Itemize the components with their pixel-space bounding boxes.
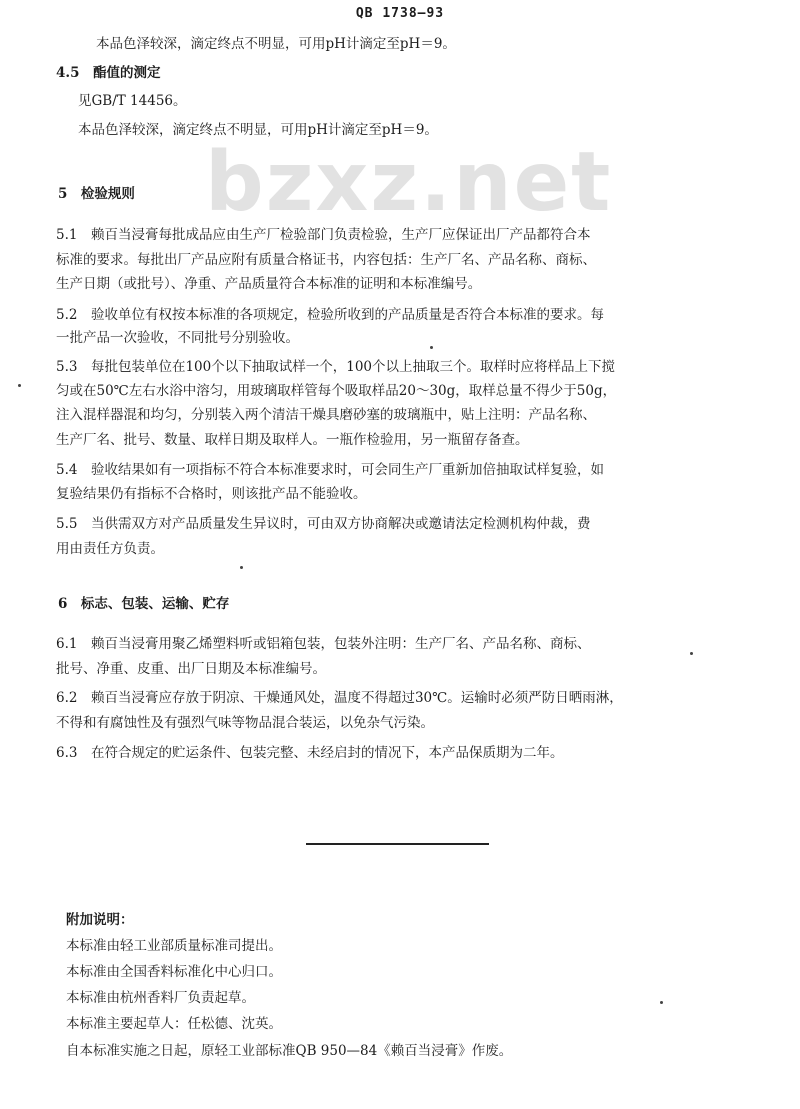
- body-line: 用由责任方负责。: [56, 541, 164, 557]
- body-line: 本品色泽较深，滴定终点不明显，可用pH计滴定至pH＝9。: [78, 122, 438, 138]
- page-header: QB 1738—93: [355, 6, 445, 21]
- clause-5-2: 5.2 验收单位有权按本标准的各项规定，检验所收到的产品质量是否符合本标准的要求。每: [56, 307, 604, 323]
- clause-6-1: 6.1 赖百当浸膏用聚乙烯塑料听或铝箱包装，包装外注明：生产厂名、产品名称、商标、: [56, 636, 591, 652]
- note-line: 本标准主要起草人：任松德、沈英。: [66, 1016, 282, 1032]
- section-heading-6: 6 标志、包装、运输、贮存: [58, 596, 230, 612]
- note-line: 自本标准实施之日起，原轻工业部标准QB 950—84《赖百当浸膏》作废。: [66, 1043, 513, 1059]
- body-line: 一批产品一次验收，不同批号分别验收。: [56, 330, 299, 346]
- body-line: 不得和有腐蚀性及有强烈气味等物品混合装运，以免杂气污染。: [56, 715, 434, 731]
- note-line: 本标准由杭州香料厂负责起草。: [66, 990, 255, 1006]
- clause-5-4: 5.4 验收结果如有一项指标不符合本标准要求时，可会同生产厂重新加倍抽取试样复验，如: [56, 462, 604, 478]
- end-rule: [306, 843, 489, 845]
- scan-speck: [690, 652, 693, 655]
- body-line: 见GB/T 14456。: [78, 93, 187, 109]
- clause-6-2: 6.2 赖百当浸膏应存放于阴凉、干燥通风处，温度不得超过30℃。运输时必须严防日晒雨淋，: [56, 690, 623, 706]
- body-line: 生产日期（或批号）、净重、产品质量符合本标准的证明和本标准编号。: [56, 276, 482, 292]
- body-line: 注入混样器混和均匀，分别装入两个清洁干燥具磨砂塞的玻璃瓶中，贴上注明：产品名称、: [56, 407, 596, 423]
- note-line: 本标准由轻工业部质量标准司提出。: [66, 938, 282, 954]
- section-heading-5: 5 检验规则: [58, 186, 135, 202]
- body-line: 生产厂名、批号、数量、取样日期及取样人。一瓶作检验用，另一瓶留存备查。: [56, 432, 529, 448]
- clause-5-3: 5.3 每批包装单位在100个以下抽取试样一个，100个以上抽取三个。取样时应将样品上下搅: [56, 359, 616, 375]
- section-heading-4-5: 4.5 酯值的测定: [56, 65, 161, 81]
- notes-title: 附加说明：: [66, 912, 134, 928]
- scan-speck: [430, 346, 433, 349]
- note-line: 本标准由全国香料标准化中心归口。: [66, 964, 282, 980]
- scan-speck: [18, 384, 21, 387]
- scan-speck: [660, 1001, 663, 1004]
- clause-6-3: 6.3 在符合规定的贮运条件、包装完整、未经启封的情况下，本产品保质期为二年。: [56, 745, 564, 761]
- body-line: 匀或在50℃左右水浴中溶匀，用玻璃取样管每个吸取样品20～30g，取样总量不得少于50g，: [56, 383, 617, 399]
- body-line: 复验结果仍有指标不合格时，则该批产品不能验收。: [56, 486, 367, 502]
- clause-5-5: 5.5 当供需双方对产品质量发生异议时，可由双方协商解决或邀请法定检测机构仲裁，费: [56, 516, 591, 532]
- scan-speck: [240, 566, 243, 569]
- body-line: 本品色泽较深，滴定终点不明显，可用pH计滴定至pH＝9。: [96, 36, 456, 52]
- body-line: 批号、净重、皮重、出厂日期及本标准编号。: [56, 661, 326, 677]
- clause-5-1: 5.1 赖百当浸膏每批成品应由生产厂检验部门负责检验，生产厂应保证出厂产品都符合本: [56, 227, 591, 243]
- watermark: bzxz.net: [205, 135, 613, 230]
- body-line: 标准的要求。每批出厂产品应附有质量合格证书，内容包括：生产厂名、产品名称、商标、: [56, 252, 596, 268]
